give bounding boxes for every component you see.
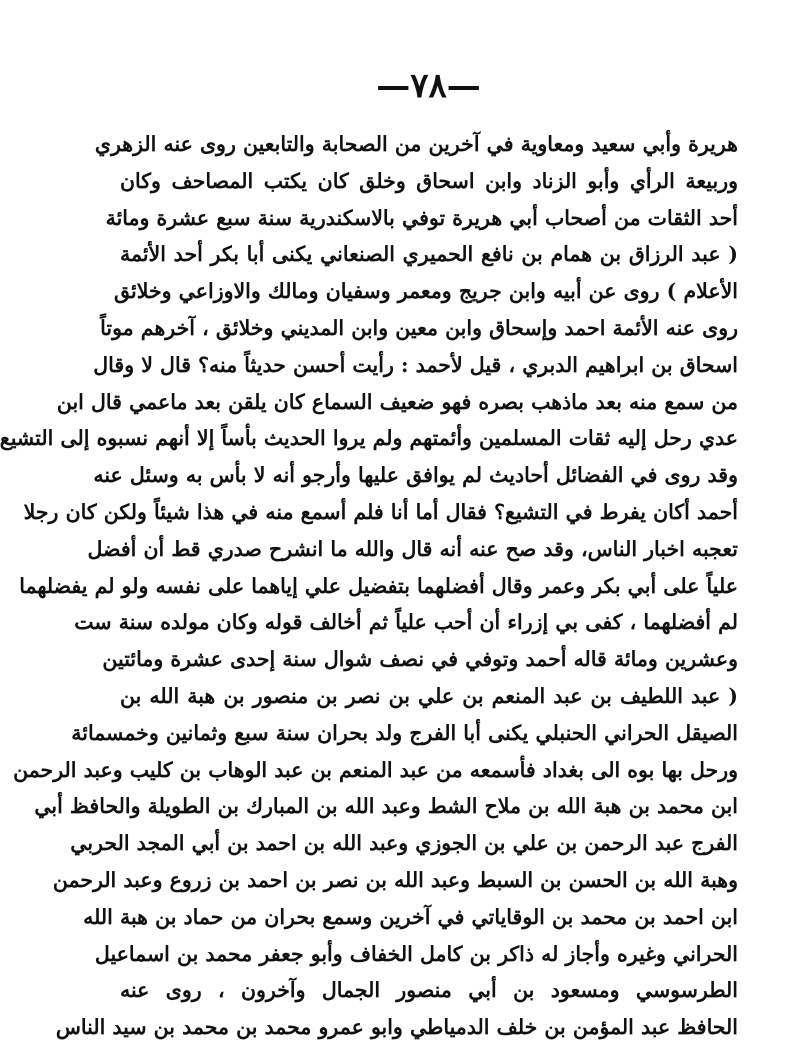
text-line: الفرج عبد الرحمن بن علي بن الجوزي وعبد الله بن احمد بن أبي المجد الحربي — [70, 831, 738, 856]
text-line: هريرة وأبي سعيد ومعاوية في آخرين من الصحابة والتابعين روى عنه الزهري — [94, 132, 738, 156]
page-text — [0, 126, 738, 1046]
text-line: تعجبه اخبار الناس، وقد صح عنه أنه قال والله ما انشرح صدري قط أن أفضل — [87, 536, 738, 561]
text-line: الصيقل الحراني الحنبلي يكنى أبا الفرج ولد بحران سنة سبع وثمانين وخمسمائة — [71, 720, 738, 745]
text-line: ( عبد الرزاق بن همام بن نافع الحميري الصنعاني يكنى أبا بكر أحد الأئمة — [120, 242, 738, 267]
text-line: ابن محمد بن هبة الله بن ملاح الشط وعبد الله بن المبارك بن الطويلة والحافظ أبي — [34, 794, 738, 819]
text-line: الحافظ عبد المؤمن بن خلف الدمياطي وابو عمرو محمد بن محمد بن سيد الناس — [55, 1015, 738, 1040]
text-line: من سمع منه بعد ماذهب بصره فهو ضعيف السماع كان يلقن بعد ماعمي قال ابن — [56, 389, 738, 414]
text-line: أحد الثقات من أصحاب أبي هريرة توفي بالاسكندرية سنة سبع عشرة ومائة — [105, 205, 738, 230]
text-line: وقد روى في الفضائل أحاديث لم يوافق عليها وأرجو أنه لا بأس به وسئل عنه — [93, 463, 738, 488]
text-line: روى عنه الأئمة احمد وإسحاق وابن معين وابن المديني وخلائق ، آخرهم موتاً — [100, 315, 738, 340]
text-line: الطرسوسي ومسعود بن أبي منصور الجمال وآخرون ، روى عنه — [120, 978, 738, 1003]
text-line: وهبة الله بن الحسن بن السبط وعبد الله بن نصر بن احمد بن زروع وعبد الرحمن — [52, 867, 738, 892]
text-line: الأعلام ) روى عن أبيه وابن جريج ومعمر وسفيان ومالك والاوزاعي وخلائق — [113, 279, 738, 304]
text-line: علياً على أبي بكر وعمر وقال أفضلهما بتفضيل علي إياهما على نفسه ولو لم يفضلهما — [19, 573, 738, 598]
text-line: ورحل بها بوه الى بغداد فأسمعه من عبد المنعم بن عبد الوهاب بن كليب وعبد الرحمن — [13, 757, 738, 782]
text-line: عدي رحل إليه ثقات المسلمين وأئمتهم ولم يروا الحديث بأساً إلا أنهم نسبوه إلى التشيع — [0, 426, 738, 451]
text-line: اسحاق بن ابراهيم الدبري ، قيل لأحمد : رأيت أحسن حديثاً منه؟ قال لا وقال — [93, 352, 738, 377]
text-line: ابن احمد بن محمد بن الوقاياتي في آخرين وسمع بحران من حماد بن هبة الله — [83, 904, 738, 929]
text-line: الحراني وغيره وأجاز له ذاكر بن كامل الخفاف وأبو جعفر محمد بن اسماعيل — [94, 941, 738, 966]
text-line: لم أفضلهما ، كفى بي إزراء أن أحب علياً ثم أخالف قوله وكان مولده سنة ست — [74, 610, 738, 635]
text-line: وربيعة الرأي وأبو الزناد وابن اسحاق وخلق كان يكتب المصاحف وكان — [120, 168, 738, 193]
page-number: —٧٨— — [376, 66, 481, 106]
text-line: ( عبد اللطيف بن عبد المنعم بن علي بن نصر بن منصور بن هبة الله بن — [120, 683, 738, 708]
text-line: أحمد أكان يفرط في التشيع؟ فقال أما أنا فلم أسمع منه في هذا شيئاً ولكن كان رجلا — [23, 499, 738, 524]
text-line: وعشرين ومائة قاله أحمد وتوفي في نصف شوال سنة إحدى عشرة ومائتين — [102, 647, 738, 672]
